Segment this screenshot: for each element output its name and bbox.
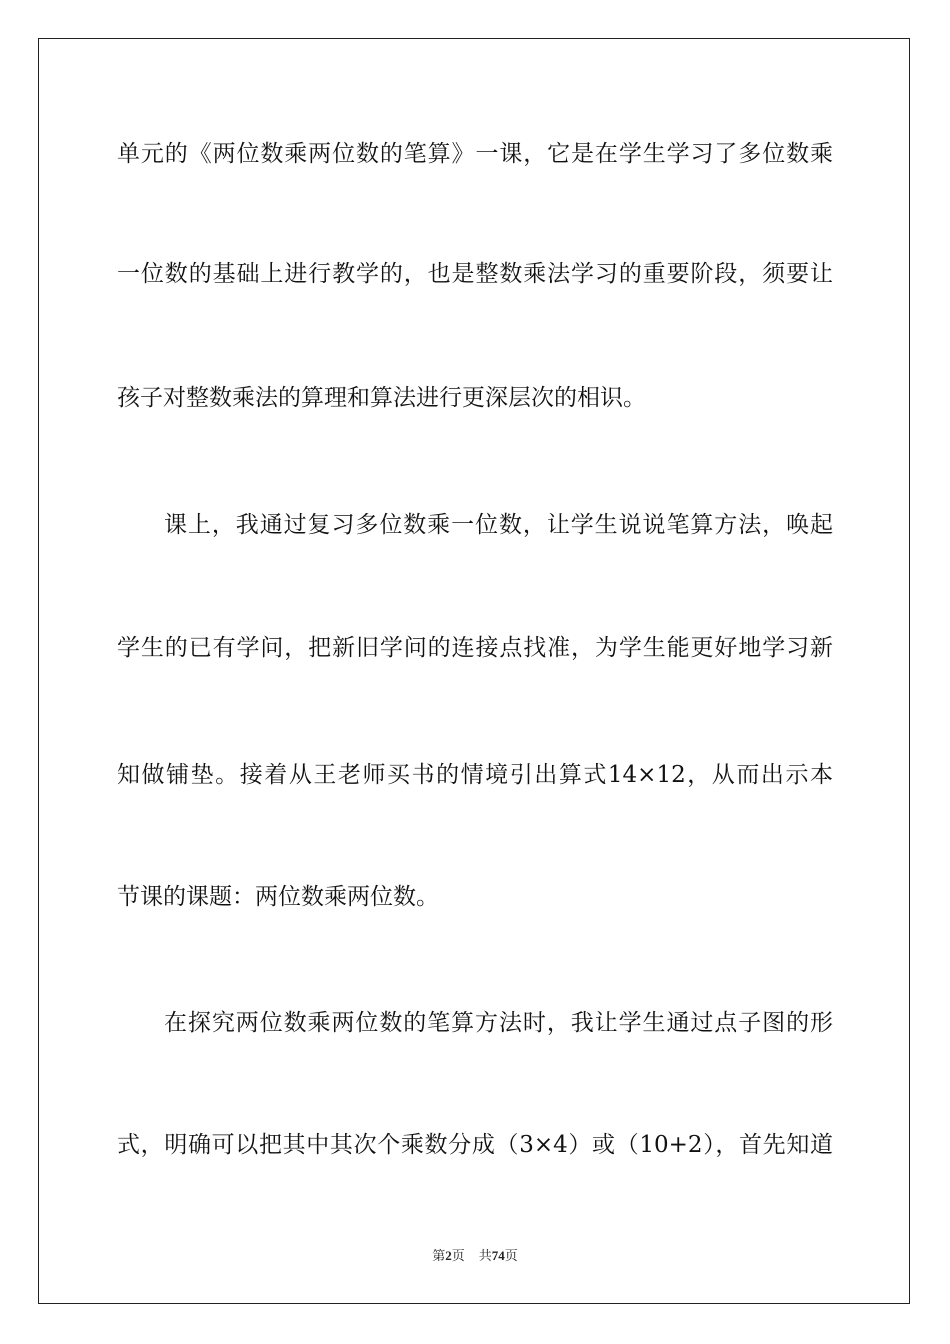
body-text-line: 节课的课题：两位数乘两位数。 xyxy=(117,884,439,910)
page-border xyxy=(38,38,910,1304)
body-text-line: 式，明确可以把其中其次个乘数分成（3×4）或（10+2），首先知道 xyxy=(117,1132,833,1158)
page-prefix: 第 xyxy=(432,1248,446,1263)
total-pages: 74 xyxy=(491,1248,505,1263)
body-text-line: 学生的已有学问，把新旧学问的连接点找准，为学生能更好地学习新 xyxy=(117,635,833,661)
total-suffix: 页 xyxy=(504,1248,518,1263)
page-suffix: 页 xyxy=(451,1248,465,1263)
body-text-line: 一位数的基础上进行教学的，也是整数乘法学习的重要阶段，须要让 xyxy=(117,261,833,287)
body-text-line: 课上，我通过复习多位数乘一位数，让学生说说笔算方法，唤起 xyxy=(164,512,833,538)
page-footer xyxy=(0,1246,950,1266)
page-number: 2 xyxy=(445,1248,452,1263)
body-text-line: 孩子对整数乘法的算理和算法进行更深层次的相识。 xyxy=(117,385,646,411)
body-text-line: 单元的《两位数乘两位数的笔算》一课，它是在学生学习了多位数乘 xyxy=(117,141,833,167)
body-text-line: 知做铺垫。接着从王老师买书的情境引出算式14×12，从而出示本 xyxy=(117,762,833,788)
total-prefix: 共 xyxy=(478,1248,492,1263)
body-text-line: 在探究两位数乘两位数的笔算方法时，我让学生通过点子图的形 xyxy=(164,1010,833,1036)
